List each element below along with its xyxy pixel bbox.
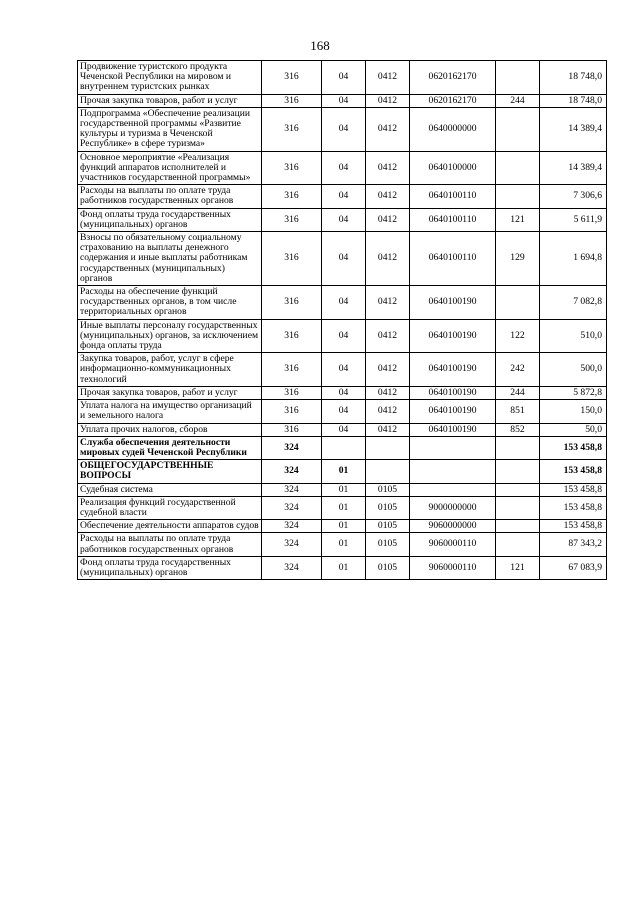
department-code-cell: 316	[262, 208, 322, 231]
department-code-cell: 324	[262, 483, 322, 496]
amount-cell: 510,0	[540, 319, 607, 353]
section-code-cell: 04	[322, 423, 366, 436]
department-code-cell: 316	[262, 185, 322, 208]
target-article-cell: 0640100190	[410, 353, 496, 387]
department-code-cell: 316	[262, 94, 322, 107]
amount-cell: 87 343,2	[540, 533, 607, 556]
department-code-cell: 324	[262, 520, 322, 533]
expense-name-cell: Реализация функций государственной судебной власти	[78, 496, 262, 519]
target-article-cell: 9060000000	[410, 520, 496, 533]
subsection-code-cell: 0105	[366, 496, 410, 519]
expense-type-cell	[496, 520, 540, 533]
amount-cell: 18 748,0	[540, 94, 607, 107]
expense-type-cell	[496, 483, 540, 496]
expense-name-cell: Иные выплаты персоналу государственных (муниципальных) органов, за исключением фонда оплаты труда	[78, 319, 262, 353]
expense-name-cell: Обеспечение деятельности аппаратов судов	[78, 520, 262, 533]
amount-cell: 14 389,4	[540, 107, 607, 151]
expense-name-cell: Расходы на выплаты по оплате труда работников государственных органов	[78, 185, 262, 208]
expense-type-cell: 242	[496, 353, 540, 387]
section-code-cell: 04	[322, 61, 366, 95]
table-row	[78, 61, 607, 95]
amount-cell: 1 694,8	[540, 232, 607, 286]
amount-cell: 153 458,8	[540, 436, 607, 459]
expense-name-cell: Служба обеспечения деятельности мировых судей Чеченской Республики	[78, 436, 262, 459]
subsection-code-cell: 0412	[366, 232, 410, 286]
department-code-cell: 324	[262, 533, 322, 556]
department-code-cell: 316	[262, 107, 322, 151]
page-number: 168	[310, 38, 330, 53]
table-row	[78, 185, 607, 208]
target-article-cell: 0640100190	[410, 286, 496, 320]
expense-type-cell	[496, 496, 540, 519]
section-code-cell: 04	[322, 185, 366, 208]
target-article-cell: 0640100110	[410, 185, 496, 208]
subsection-code-cell: 0412	[366, 423, 410, 436]
table-row	[78, 556, 607, 579]
target-article-cell: 0640100110	[410, 208, 496, 231]
department-code-cell: 324	[262, 460, 322, 483]
subsection-code-cell: 0412	[366, 151, 410, 185]
amount-cell: 5 872,8	[540, 386, 607, 399]
expense-name-cell: Фонд оплаты труда государственных (муниципальных) органов	[78, 208, 262, 231]
amount-cell: 50,0	[540, 423, 607, 436]
target-article-cell: 0640000000	[410, 107, 496, 151]
table-row	[78, 353, 607, 387]
amount-cell: 500,0	[540, 353, 607, 387]
target-article-cell: 0640100190	[410, 400, 496, 423]
expense-name-cell: Закупка товаров, работ, услуг в сфере информационно-коммуникационных технологий	[78, 353, 262, 387]
expense-name-cell: Прочая закупка товаров, работ и услуг	[78, 94, 262, 107]
department-code-cell: 316	[262, 386, 322, 399]
expense-type-cell: 851	[496, 400, 540, 423]
expense-type-cell: 244	[496, 94, 540, 107]
expense-name-cell: Расходы на обеспечение функций государственных органов, в том числе территориальных органов	[78, 286, 262, 320]
expense-type-cell: 129	[496, 232, 540, 286]
target-article-cell: 0640100110	[410, 232, 496, 286]
expense-type-cell	[496, 151, 540, 185]
section-code-cell	[322, 436, 366, 459]
table-row	[78, 400, 607, 423]
expense-name-cell: Основное мероприятие «Реализация функций аппаратов исполнителей и участников государственной программы»	[78, 151, 262, 185]
subsection-code-cell: 0412	[366, 400, 410, 423]
subsection-code-cell: 0105	[366, 483, 410, 496]
table-row	[78, 208, 607, 231]
subsection-code-cell	[366, 460, 410, 483]
subsection-code-cell: 0412	[366, 61, 410, 95]
department-code-cell: 316	[262, 151, 322, 185]
section-code-cell: 04	[322, 107, 366, 151]
expense-type-cell	[496, 286, 540, 320]
expense-type-cell: 121	[496, 208, 540, 231]
subsection-code-cell: 0105	[366, 520, 410, 533]
target-article-cell: 0640100190	[410, 386, 496, 399]
table-row	[78, 520, 607, 533]
expense-type-cell: 122	[496, 319, 540, 353]
expense-name-cell: Взносы по обязательному социальному страхованию на выплаты денежного содержания и иные выплаты работникам государственных (муниципальных) органов	[78, 232, 262, 286]
subsection-code-cell: 0412	[366, 386, 410, 399]
table-row	[78, 232, 607, 286]
table-row	[78, 496, 607, 519]
section-code-cell: 04	[322, 151, 366, 185]
expense-type-cell	[496, 107, 540, 151]
subsection-code-cell: 0412	[366, 319, 410, 353]
expense-name-cell: Уплата налога на имущество организаций и земельного налога	[78, 400, 262, 423]
expense-name-cell: Продвижение туристского продукта Чеченской Республики на мировом и внутреннем туристских рынках	[78, 61, 262, 95]
subsection-code-cell: 0412	[366, 185, 410, 208]
expense-name-cell: Судебная система	[78, 483, 262, 496]
target-article-cell: 0620162170	[410, 61, 496, 95]
target-article-cell: 9060000110	[410, 533, 496, 556]
department-code-cell: 316	[262, 61, 322, 95]
subsection-code-cell: 0105	[366, 556, 410, 579]
department-code-cell: 316	[262, 423, 322, 436]
section-code-cell: 01	[322, 483, 366, 496]
section-code-cell: 01	[322, 520, 366, 533]
department-code-cell: 316	[262, 232, 322, 286]
table-row	[78, 151, 607, 185]
amount-cell: 150,0	[540, 400, 607, 423]
subsection-code-cell: 0412	[366, 353, 410, 387]
expense-type-cell	[496, 533, 540, 556]
expense-type-cell	[496, 61, 540, 95]
amount-cell: 14 389,4	[540, 151, 607, 185]
target-article-cell	[410, 483, 496, 496]
amount-cell: 153 458,8	[540, 460, 607, 483]
section-code-cell: 04	[322, 353, 366, 387]
expense-type-cell: 121	[496, 556, 540, 579]
target-article-cell: 0640100190	[410, 319, 496, 353]
subsection-code-cell: 0412	[366, 107, 410, 151]
budget-table	[77, 60, 607, 580]
table-row	[78, 386, 607, 399]
department-code-cell: 316	[262, 353, 322, 387]
table-row	[78, 436, 607, 459]
expense-type-cell: 852	[496, 423, 540, 436]
amount-cell: 5 611,9	[540, 208, 607, 231]
department-code-cell: 324	[262, 496, 322, 519]
target-article-cell: 9000000000	[410, 496, 496, 519]
amount-cell: 67 083,9	[540, 556, 607, 579]
subsection-code-cell: 0412	[366, 94, 410, 107]
department-code-cell: 316	[262, 286, 322, 320]
expense-name-cell: Фонд оплаты труда государственных (муниципальных) органов	[78, 556, 262, 579]
table-row	[78, 286, 607, 320]
section-code-cell: 01	[322, 496, 366, 519]
expense-name-cell: Расходы на выплаты по оплате труда работников государственных органов	[78, 533, 262, 556]
table-row	[78, 94, 607, 107]
section-code-cell: 01	[322, 533, 366, 556]
amount-cell: 7 306,6	[540, 185, 607, 208]
table-row	[78, 483, 607, 496]
table-row	[78, 533, 607, 556]
section-code-cell: 04	[322, 286, 366, 320]
target-article-cell: 0640100000	[410, 151, 496, 185]
amount-cell: 18 748,0	[540, 61, 607, 95]
subsection-code-cell: 0105	[366, 533, 410, 556]
subsection-code-cell: 0412	[366, 286, 410, 320]
expense-type-cell: 244	[496, 386, 540, 399]
expense-type-cell	[496, 460, 540, 483]
section-code-cell: 04	[322, 386, 366, 399]
expense-name-cell: Прочая закупка товаров, работ и услуг	[78, 386, 262, 399]
section-code-cell: 01	[322, 556, 366, 579]
target-article-cell	[410, 436, 496, 459]
subsection-code-cell	[366, 436, 410, 459]
department-code-cell: 316	[262, 400, 322, 423]
target-article-cell: 9060000110	[410, 556, 496, 579]
amount-cell: 153 458,8	[540, 496, 607, 519]
target-article-cell: 0640100190	[410, 423, 496, 436]
expense-name-cell: Подпрограмма «Обеспечение реализации государственной программы «Развитие культуры и туризма в Чеченской Республике» в сфере туризма»	[78, 107, 262, 151]
table-row	[78, 319, 607, 353]
department-code-cell: 324	[262, 436, 322, 459]
target-article-cell	[410, 460, 496, 483]
subsection-code-cell: 0412	[366, 208, 410, 231]
table-row	[78, 460, 607, 483]
section-code-cell: 04	[322, 319, 366, 353]
section-code-cell: 04	[322, 208, 366, 231]
expense-type-cell	[496, 185, 540, 208]
section-code-cell: 04	[322, 232, 366, 286]
amount-cell: 153 458,8	[540, 483, 607, 496]
amount-cell: 153 458,8	[540, 520, 607, 533]
table-row	[78, 107, 607, 151]
department-code-cell: 324	[262, 556, 322, 579]
department-code-cell: 316	[262, 319, 322, 353]
budget-table-body	[78, 61, 607, 580]
section-code-cell: 04	[322, 400, 366, 423]
section-code-cell: 01	[322, 460, 366, 483]
amount-cell: 7 082,8	[540, 286, 607, 320]
table-row	[78, 423, 607, 436]
section-code-cell: 04	[322, 94, 366, 107]
expense-type-cell	[496, 436, 540, 459]
target-article-cell: 0620162170	[410, 94, 496, 107]
expense-name-cell: Уплата прочих налогов, сборов	[78, 423, 262, 436]
expense-name-cell: ОБЩЕГОСУДАРСТВЕННЫЕ ВОПРОСЫ	[78, 460, 262, 483]
